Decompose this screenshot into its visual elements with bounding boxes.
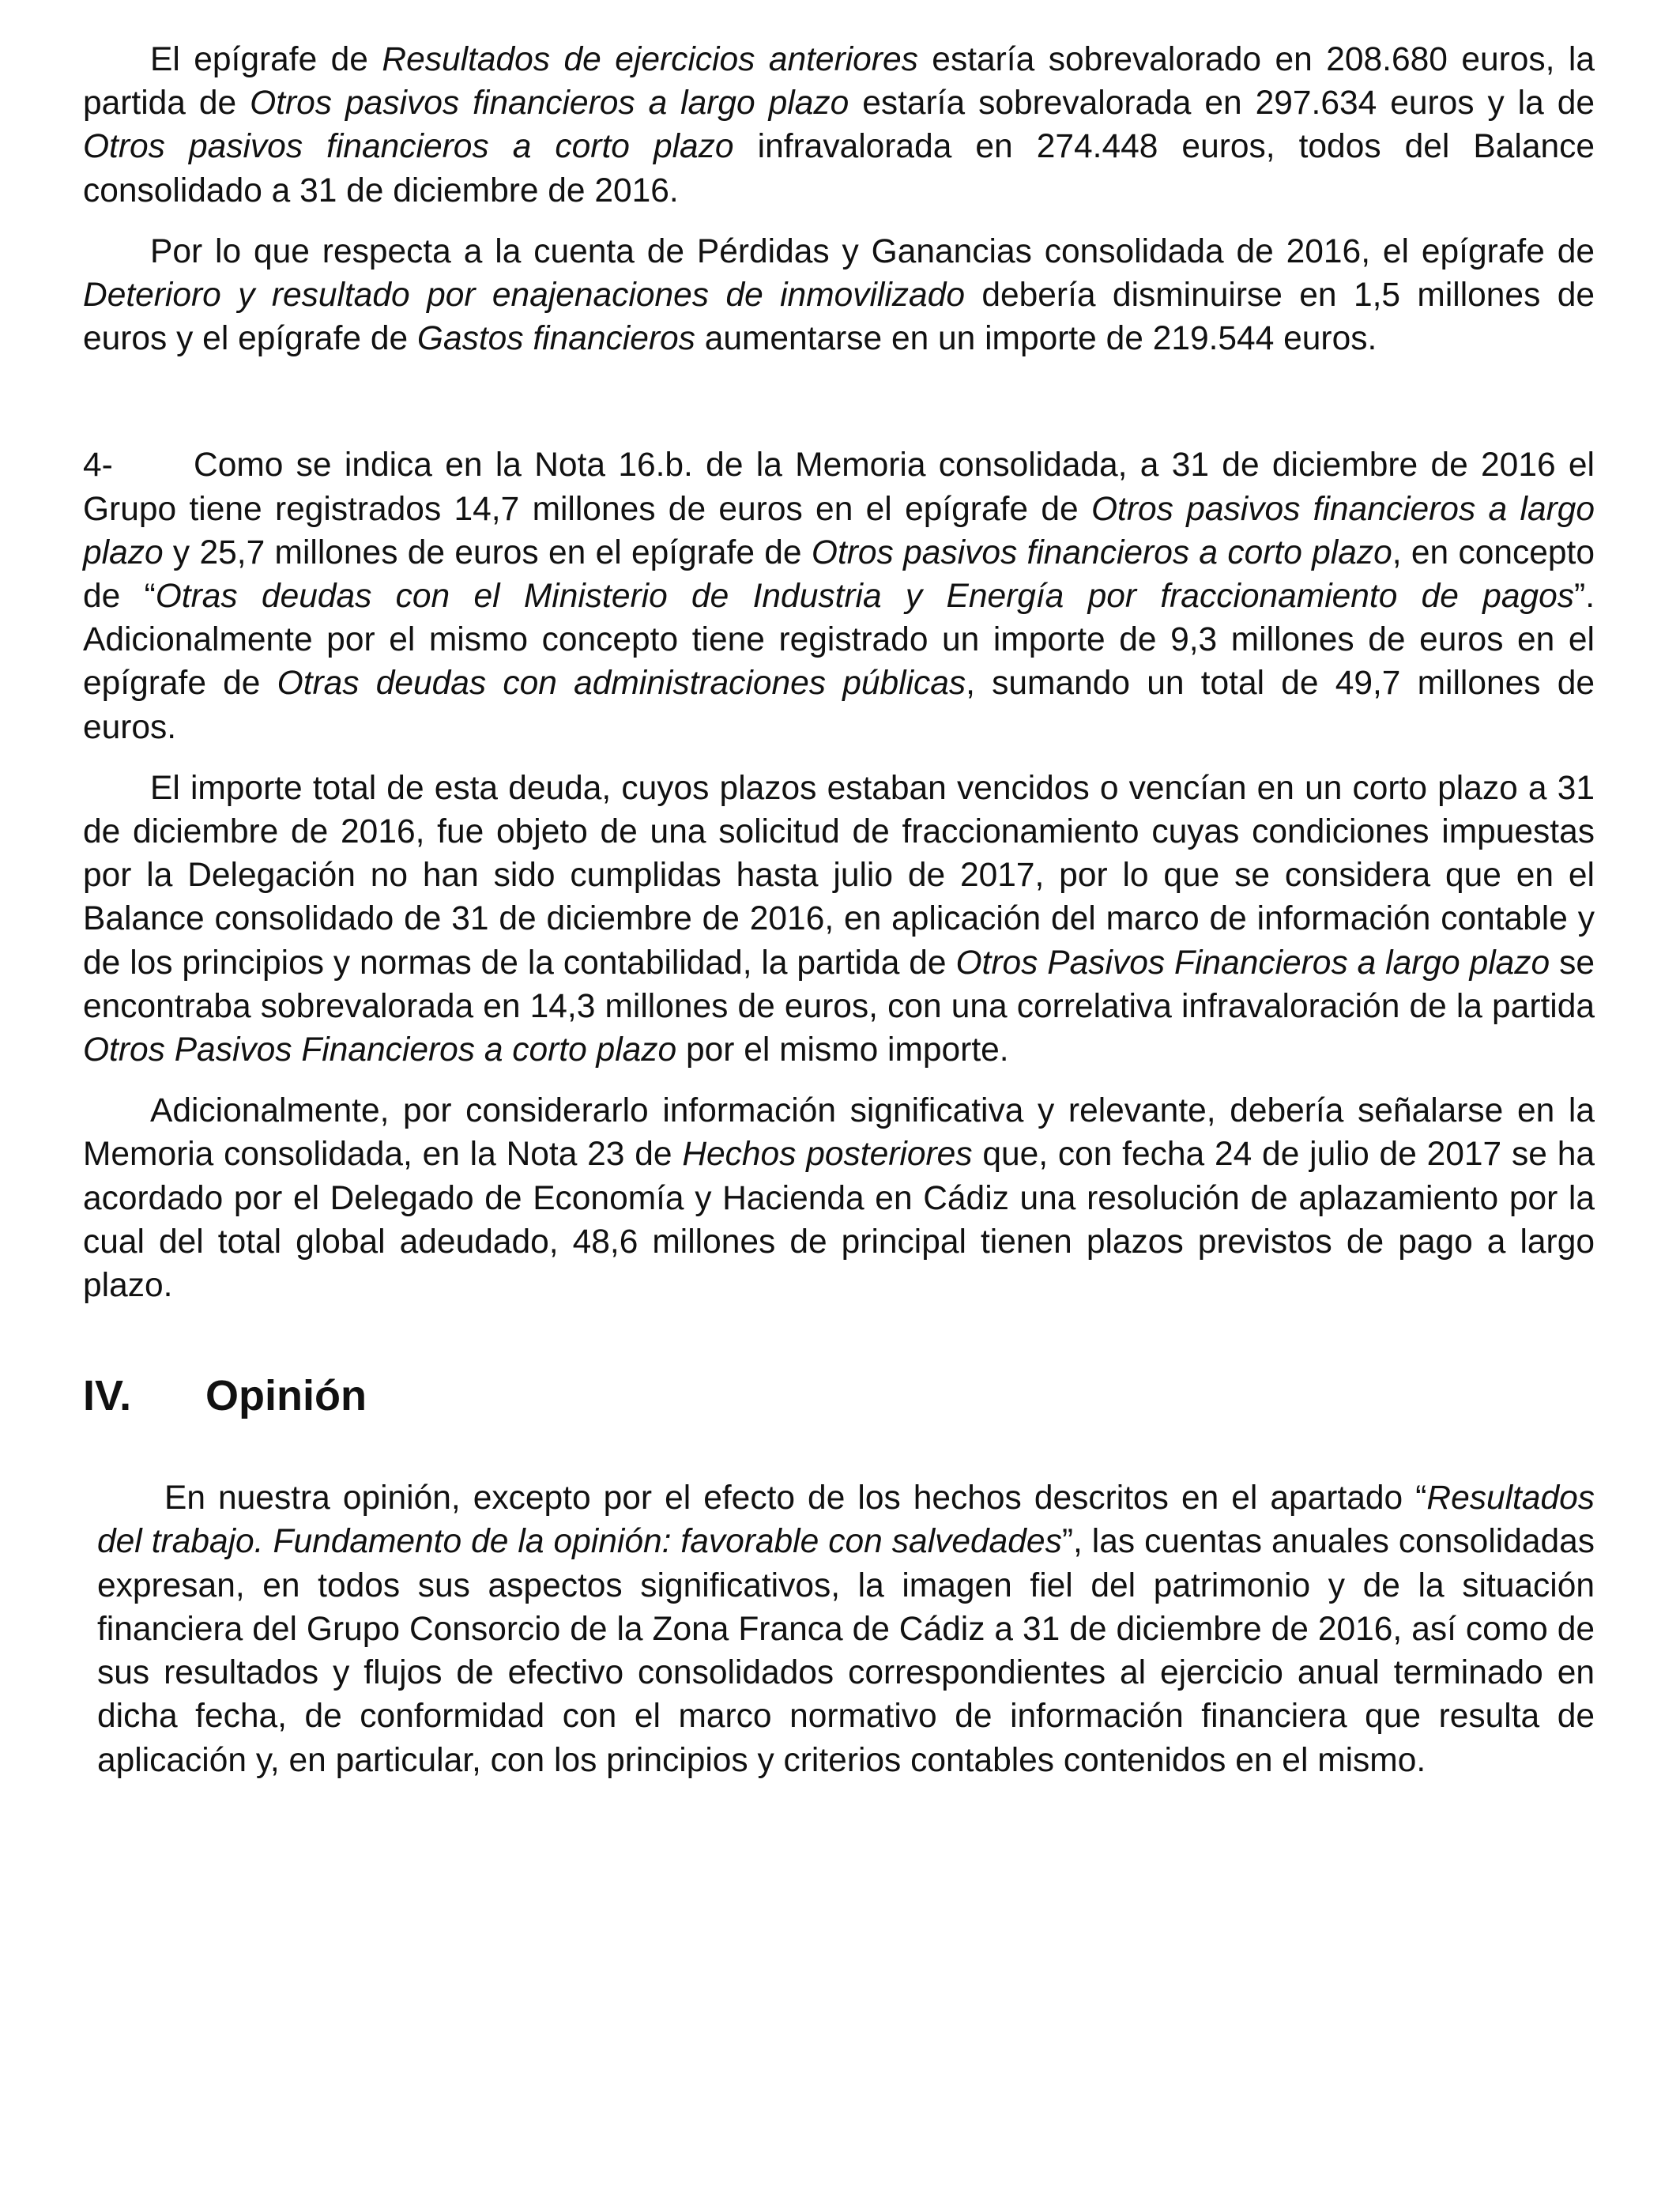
paragraph-overvaluation: El epígrafe de Resultados de ejercicios anteriores estaría sobrevalorado en 208.680 euros, la partida de Otros pasivos financieros a largo plazo estaría sobrevalorada en 297.634 euros y la de Otros pasivos financieros a corto plazo infravalorada en 274.448 euros, todos del Balance consolidado a 31 de diciembre de 2016. xyxy=(83,41,1595,209)
paragraph-subsequent-events: Adicionalmente, por considerarlo información significativa y relevante, debería señalarse en la Memoria consolidada, en la Nota 23 de Hechos posteriores que, con fecha 24 de julio de 2017 se ha acordado por el Delegado de Economía y Hacienda en Cádiz una resolución de aplazamiento por la cual del total global adeudado, 48,6 millones de principal tienen plazos previstos de pago a largo plazo. xyxy=(83,1092,1595,1305)
section-title: Opinión xyxy=(205,1372,367,1420)
document-page xyxy=(83,38,1595,1782)
paragraph-opinion: En nuestra opinión, excepto por el efecto de los hechos descritos en el apartado “Resultados del trabajo. Fundamento de la opinión: favorable con salvedades”, las cuentas anuales consolidadas expresan, en todos sus aspectos significativos, la imagen fiel del patrimonio y de la situación financiera del Grupo Consorcio de la Zona Franca de Cádiz a 31 de diciembre de 2016, así como de sus resultados y flujos de efectivo consolidados correspondientes al ejercicio anual terminado en dicha fecha, de conformidad con el marco normativo de información financiera que resulta de aplicación y, en particular, con los principios y criterios contables contenidos en el mismo. xyxy=(97,1480,1595,1779)
item-number: 4- xyxy=(83,447,113,484)
paragraph-item-4: 4- Como se indica en la Nota 16.b. de la Memoria consolidada, a 31 de diciembre de 2016 el Grupo tiene registrados 14,7 millones de euros en el epígrafe de Otros pasivos financieros a largo plazo y 25,7 millones de euros en el epígrafe de Otros pasivos financieros a corto plazo, en concepto de “Otras deudas con el Ministerio de Industria y Energía por fraccionamiento de pagos”. Adicionalmente por el mismo concepto tiene registrado un importe de 9,3 millones de euros en el epígrafe de Otras deudas con administraciones públicas, sumando un total de 49,7 millones de euros. xyxy=(83,443,1595,748)
section-heading xyxy=(83,1370,1595,1421)
paragraph-debt-total: El importe total de esta deuda, cuyos plazos estaban vencidos o vencían en un corto plazo a 31 de diciembre de 2016, fue objeto de una solicitud de fraccionamiento cuyas condiciones impuestas por la Delegación no han sido cumplidas hasta julio de 2017, por lo que se considera que en el Balance consolidado de 31 de diciembre de 2016, en aplicación del marco de información contable y de los principios y normas de la contabilidad, la partida de Otros Pasivos Financieros a largo plazo se encontraba sobrevalorada en 14,3 millones de euros, con una correlativa infravaloración de la partida Otros Pasivos Financieros a corto plazo por el mismo importe. xyxy=(83,769,1595,1069)
paragraph-profit-loss: Por lo que respecta a la cuenta de Pérdidas y Ganancias consolidada de 2016, el epígrafe de Deterioro y resultado por enajenaciones de inmovilizado debería disminuirse en 1,5 millones de euros y el epígrafe de Gastos financieros aumentarse en un importe de 219.544 euros. xyxy=(83,232,1595,358)
section-number: IV. xyxy=(83,1372,132,1420)
